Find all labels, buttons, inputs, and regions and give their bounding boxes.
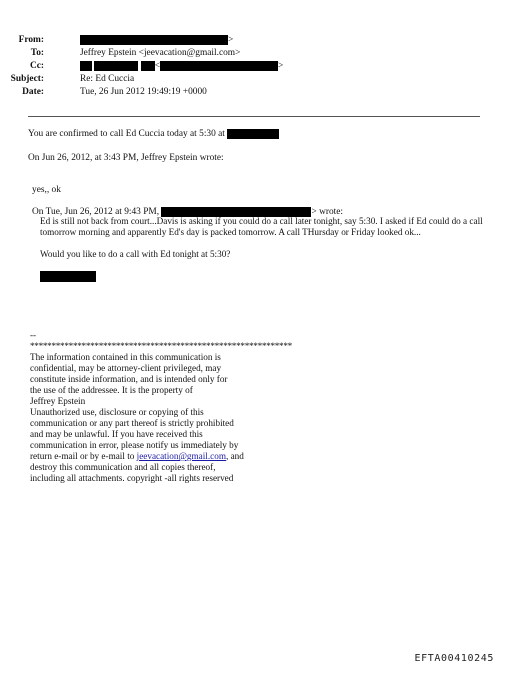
quoted-question: Would you like to do a call with Ed tonight at 5:30?: [40, 249, 231, 259]
notice-line: Jeffrey Epstein: [30, 396, 86, 406]
subject-value: Re: Ed Cuccia: [80, 74, 135, 84]
notice-line: constitute inside information, and is intended only for: [30, 374, 228, 384]
notice-line: destroy this communication and all copies thereof,: [30, 462, 216, 472]
notice-line: confidential, may be attorney-client privileged, may: [30, 363, 222, 373]
redacted-block: [40, 271, 96, 282]
quoted-paragraph: Ed is still not back from court...Davis is asking if you could do a call later tonight, say 5:30. I asked if Ed could do a call tomorrow morning and apparently Ed's day is packed tomorrow. A call THursday or Friday looked ok...: [40, 216, 483, 237]
subject-label: Subject:: [10, 74, 44, 84]
notice-line: the use of the addressee. It is the property of: [30, 385, 193, 395]
header-divider: [28, 116, 480, 117]
notice-line: communication or any part thereof is strictly prohibited: [30, 418, 234, 428]
redacted-block: [94, 61, 138, 71]
redacted-block: [160, 61, 278, 71]
date-label: Date:: [22, 87, 44, 97]
redacted-block: [80, 35, 228, 45]
redacted-block: [80, 61, 92, 71]
quoted-message: [40, 216, 485, 282]
notice-line: The information contained in this communication is: [30, 352, 221, 362]
confirm-line: You are confirmed to call Ed Cuccia today at 5:30 at: [28, 128, 279, 140]
cc-value: < >: [80, 60, 283, 72]
redacted-block: [227, 129, 279, 139]
redacted-block: [141, 61, 155, 71]
to-label: To:: [30, 48, 44, 58]
reply-line: yes,, ok: [32, 185, 61, 195]
star-separator: *************************************************************: [30, 341, 292, 351]
from-label: From:: [18, 35, 44, 45]
notice-line: communication in error, please notify us immediately by: [30, 440, 239, 450]
to-value: Jeffrey Epstein <jeevacation@gmail.com>: [80, 48, 241, 58]
notice-email-line: return e-mail or by e-mail to jeevacation@gmail.com, and: [30, 451, 244, 461]
email-link[interactable]: jeevacation@gmail.com: [136, 451, 226, 461]
signature-dash: --: [30, 330, 37, 340]
bates-number: EFTA00410245: [414, 653, 494, 664]
confidentiality-notice: [30, 330, 490, 484]
cc-label: Cc:: [29, 61, 44, 71]
from-value: >: [80, 34, 233, 46]
notice-line: including all attachments. copyright -all rights reserved: [30, 473, 234, 483]
notice-line: and may be unlawful. If you have received this: [30, 429, 203, 439]
wrote-line-1: On Jun 26, 2012, at 3:43 PM, Jeffrey Epstein wrote:: [28, 153, 224, 163]
date-value: Tue, 26 Jun 2012 19:49:19 +0000: [80, 87, 207, 97]
wrote-line-2: On Tue, Jun 26, 2012 at 9:43 PM, > wrote:: [32, 207, 344, 217]
notice-line: Unauthorized use, disclosure or copying of this: [30, 407, 204, 417]
